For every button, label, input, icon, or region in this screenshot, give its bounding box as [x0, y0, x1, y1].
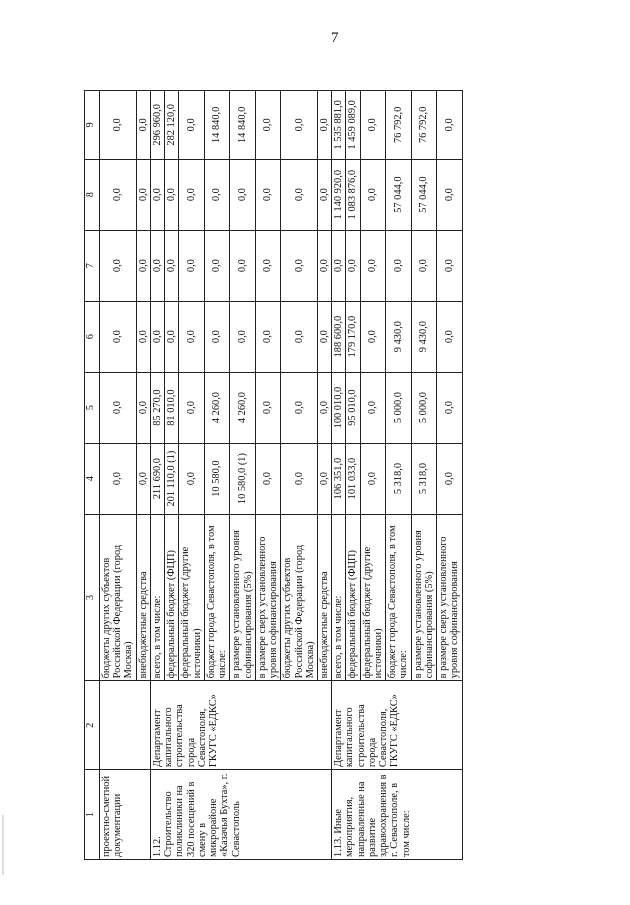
value-cell: 296 960,0 — [150, 91, 164, 160]
value-cell: 0,0 — [165, 159, 179, 230]
value-cell: 14 840,0 — [204, 91, 229, 160]
executor-cell: Департамент капитального строительства города Севастополя, ГКУГС «ЕДКС» — [332, 681, 462, 770]
value-cell: 57 044,0 — [386, 159, 411, 230]
scan-edge-mark — [2, 815, 4, 875]
value-cell: 0,0 — [437, 443, 462, 514]
column-number-5: 5 — [85, 372, 100, 443]
value-cell: 0,0 — [150, 301, 164, 372]
value-cell: 0,0 — [179, 372, 204, 443]
executor-cell — [100, 681, 151, 770]
value-cell: 0,0 — [281, 301, 318, 372]
value-cell: 5 318,0 — [386, 443, 411, 514]
value-cell: 0,0 — [255, 230, 280, 301]
value-cell: 0,0 — [346, 230, 360, 301]
funding-source-cell: всего, в том числе: — [150, 514, 164, 681]
funding-source-cell: в размере сверх установленного уровня софинансирования — [255, 514, 280, 681]
value-cell: 0,0 — [150, 159, 164, 230]
funding-source-cell: внебюджетные средства — [317, 514, 331, 681]
value-cell: 5 000,0 — [386, 372, 411, 443]
value-cell: 0,0 — [136, 230, 150, 301]
value-cell: 1 535 881,0 — [332, 91, 346, 160]
value-cell: 0,0 — [165, 230, 179, 301]
value-cell: 0,0 — [281, 159, 318, 230]
funding-source-cell: бюджет города Севастополя, в том числе: — [204, 514, 229, 681]
value-cell: 5 000,0 — [411, 372, 436, 443]
value-cell: 0,0 — [317, 159, 331, 230]
executor-cell: Департамент капитального строительства города Севастополя, ГКУГС «ЕДКС» — [150, 681, 331, 770]
page-number: 7 — [331, 30, 339, 46]
value-cell: 0,0 — [136, 301, 150, 372]
value-cell: 0,0 — [281, 372, 318, 443]
value-cell: 282 120,0 — [165, 91, 179, 160]
funding-source-cell: в размере установленного уровня софинансирования (5%) — [411, 514, 436, 681]
value-cell: 4 260,0 — [204, 372, 229, 443]
rotated-table-container — [84, 90, 532, 860]
value-cell: 201 110,0 (1) — [165, 443, 179, 514]
table-row — [332, 91, 346, 860]
value-cell: 0,0 — [317, 372, 331, 443]
value-cell: 211 690,0 — [150, 443, 164, 514]
value-cell: 0,0 — [386, 230, 411, 301]
funding-source-cell: бюджеты других субъектов Российской Федерации (город Москва) — [281, 514, 318, 681]
value-cell: 0,0 — [165, 301, 179, 372]
column-number-2: 2 — [85, 681, 100, 770]
value-cell: 10 580,0 — [204, 443, 229, 514]
value-cell: 0,0 — [281, 443, 318, 514]
funding-source-cell: федеральный бюджет (другие источники) — [360, 514, 385, 681]
value-cell: 0,0 — [411, 230, 436, 301]
value-cell: 0,0 — [204, 301, 229, 372]
value-cell: 0,0 — [360, 301, 385, 372]
value-cell: 14 840,0 — [230, 91, 255, 160]
value-cell: 188 600,0 — [332, 301, 346, 372]
value-cell: 0,0 — [255, 372, 280, 443]
value-cell: 0,0 — [332, 230, 346, 301]
column-number-7: 7 — [85, 230, 100, 301]
value-cell: 0,0 — [255, 159, 280, 230]
value-cell: 76 792,0 — [411, 91, 436, 160]
value-cell: 10 580,0 (1) — [230, 443, 255, 514]
value-cell: 0,0 — [136, 443, 150, 514]
value-cell: 81 010,0 — [165, 372, 179, 443]
column-number-6: 6 — [85, 301, 100, 372]
funding-source-cell: бюджеты других субъектов Российской Федерации (город Москва) — [100, 514, 137, 681]
value-cell: 0,0 — [100, 159, 137, 230]
value-cell: 0,0 — [136, 372, 150, 443]
item-cell: 1.12. Строительство поликлиники на 320 посещений в смену в микрорайоне «Казачья Бухта», г. Севастополь — [150, 770, 331, 860]
value-cell: 0,0 — [136, 159, 150, 230]
value-cell: 0,0 — [255, 301, 280, 372]
value-cell: 0,0 — [179, 159, 204, 230]
funding-source-cell: внебюджетные средства — [136, 514, 150, 681]
value-cell: 0,0 — [230, 301, 255, 372]
column-number-8: 8 — [85, 159, 100, 230]
funding-source-cell: бюджет города Севастополя, в том числе: — [386, 514, 411, 681]
value-cell: 85 270,0 — [150, 372, 164, 443]
column-number-4: 4 — [85, 443, 100, 514]
value-cell: 0,0 — [100, 301, 137, 372]
funding-source-cell: в размере установленного уровня софинансирования (5%) — [230, 514, 255, 681]
value-cell: 0,0 — [230, 230, 255, 301]
column-number-3: 3 — [85, 514, 100, 681]
column-number-9: 9 — [85, 91, 100, 160]
value-cell: 95 010,0 — [346, 372, 360, 443]
value-cell: 0,0 — [204, 230, 229, 301]
value-cell: 0,0 — [281, 230, 318, 301]
value-cell: 0,0 — [317, 230, 331, 301]
value-cell: 0,0 — [100, 372, 137, 443]
table-row — [150, 91, 164, 860]
value-cell: 0,0 — [100, 91, 137, 160]
value-cell: 179 170,0 — [346, 301, 360, 372]
value-cell: 0,0 — [179, 230, 204, 301]
value-cell: 0,0 — [437, 91, 462, 160]
value-cell: 0,0 — [255, 91, 280, 160]
value-cell: 0,0 — [179, 301, 204, 372]
value-cell: 0,0 — [179, 91, 204, 160]
value-cell: 0,0 — [255, 443, 280, 514]
value-cell: 1 083 876,0 — [346, 159, 360, 230]
value-cell: 76 792,0 — [386, 91, 411, 160]
column-number-1: 1 — [85, 770, 100, 860]
value-cell: 0,0 — [437, 301, 462, 372]
value-cell: 9 430,0 — [386, 301, 411, 372]
value-cell: 0,0 — [100, 443, 137, 514]
table-row — [100, 91, 137, 860]
value-cell: 0,0 — [437, 159, 462, 230]
value-cell: 0,0 — [317, 443, 331, 514]
value-cell: 1 459 089,0 — [346, 91, 360, 160]
funding-source-cell: всего, в том числе: — [332, 514, 346, 681]
value-cell: 4 260,0 — [230, 372, 255, 443]
value-cell: 0,0 — [360, 372, 385, 443]
value-cell: 106 351,0 — [332, 443, 346, 514]
funding-source-cell: федеральный бюджет (ФЦП) — [165, 514, 179, 681]
value-cell: 0,0 — [230, 159, 255, 230]
value-cell: 0,0 — [317, 301, 331, 372]
value-cell: 0,0 — [360, 91, 385, 160]
value-cell: 100 010,0 — [332, 372, 346, 443]
value-cell: 0,0 — [281, 91, 318, 160]
value-cell: 0,0 — [317, 91, 331, 160]
value-cell: 0,0 — [360, 230, 385, 301]
value-cell: 0,0 — [204, 159, 229, 230]
funding-source-cell: в размере сверх установленного уровня софинансирования — [437, 514, 462, 681]
value-cell: 0,0 — [360, 159, 385, 230]
funding-source-cell: федеральный бюджет (ФЦП) — [346, 514, 360, 681]
value-cell: 0,0 — [360, 443, 385, 514]
value-cell: 0,0 — [437, 372, 462, 443]
value-cell: 0,0 — [136, 91, 150, 160]
column-number-row — [85, 91, 100, 860]
item-cell: проектно-сметной документации — [100, 770, 151, 860]
value-cell: 0,0 — [437, 230, 462, 301]
value-cell: 57 044,0 — [411, 159, 436, 230]
value-cell: 0,0 — [179, 443, 204, 514]
value-cell: 0,0 — [150, 230, 164, 301]
value-cell: 0,0 — [100, 230, 137, 301]
value-cell: 9 430,0 — [411, 301, 436, 372]
value-cell: 101 033,0 — [346, 443, 360, 514]
value-cell: 1 140 920,0 — [332, 159, 346, 230]
funding-source-cell: федеральный бюджет (другие источники) — [179, 514, 204, 681]
item-cell: 1.13. Иные мероприятия, направленные на развитие здравоохранения в г. Севастополе, в том числе: — [332, 770, 462, 860]
value-cell: 5 318,0 — [411, 443, 436, 514]
funding-table — [84, 90, 463, 860]
